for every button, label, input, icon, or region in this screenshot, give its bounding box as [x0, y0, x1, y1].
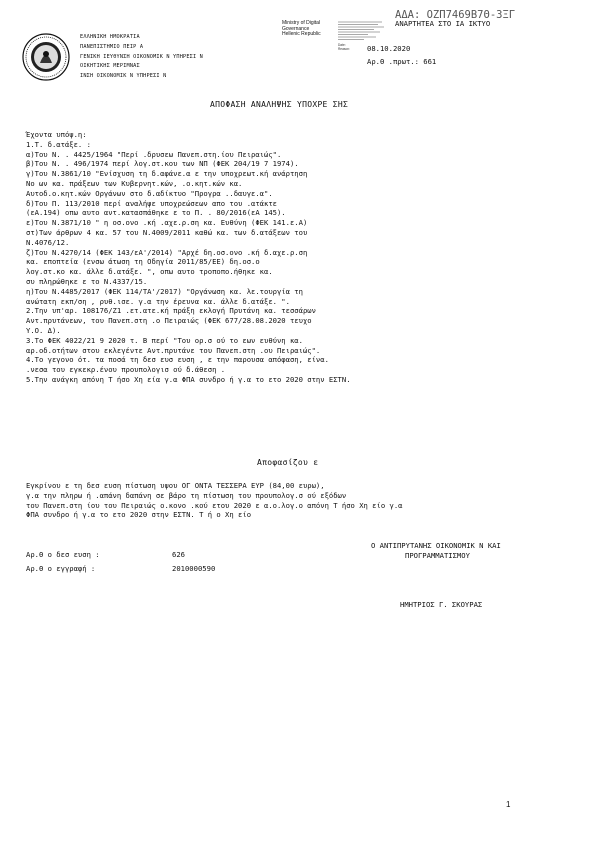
body-line: ανώτατη εκπ/ση , ρυθ.ισε. γ.α την έρευνα κα. άλλε δ.ατάξε. ". [26, 296, 290, 306]
signer-title-line2: ΠΡΟΓΡΑΜΜΑΤΙΣΜΟΥ [405, 551, 470, 560]
signature-line: Hellenic Republic [282, 31, 321, 38]
registration-number-label: Αρ.Θ ο εγγραφή : [26, 564, 96, 573]
body-line: δ)Του Π. 113/2010 περί αναλήψε υποχρεώσεων απο του .ατάκτε [26, 198, 277, 208]
body-line: 2.Την υπ'αρ. 108176/Ζ1 .ετ.ατε.κή πράξη εκλογή Πρυτάνη κα. τεσσάρων [26, 306, 316, 316]
page-number: 1 [506, 800, 511, 809]
header-line: ΠΑΝΕΠΙΣΤΗΜΙΟ ΠΕΙΡ Α [80, 43, 144, 50]
body-line: Αυτοδ.ο.κητ.κών Οργάνων στο δ.αδίκτυο "Προγρα ..δαυγε.α". [26, 188, 273, 198]
header-line: ΟΙΚΗΤΙΚΗΣ ΜΕΡΙΜΝΑΣ [80, 63, 140, 70]
signature-line: Governance [282, 25, 310, 32]
decision-line: Εγκρίνου ε τη δεσ ευση πίστωση υψου ΟΓ ΟΝΤΑ ΤΕΣΣΕΡΑ ΕΥΡ (84,00 ευρω), [26, 481, 325, 490]
signature-fine-print-graphic [338, 21, 388, 41]
decision-heading: Αποφασίζου ε [257, 458, 319, 467]
body-line: Έχοντα υπόψ.η: [26, 130, 87, 139]
signature-reason-label: Reason: [338, 47, 350, 51]
ada-code: ΑΔΑ: ΟΖΠ7469Β7Θ-3ΞΓ [395, 9, 516, 21]
body-line: 4.Το γεγονο ότ. τα ποσά τη δεσ ευσ ευση , ε την παρουσα απόφαση, είνα. [26, 355, 329, 365]
digital-signature-block [282, 21, 321, 38]
body-line: α)Του Ν. . 4425/1964 "Περί .δρυσεω Πανεπ.στη.ίου Πειραιώς". [26, 149, 282, 159]
signer-title: Ο ΑΝΤΙΠΡΥΤΑΝΗΣ ΟΙΚΟΝΟΜΙΚ Ν ΚΑΙ [371, 541, 501, 550]
body-line: Υ.Ο. Δ). [26, 325, 61, 335]
body-line: Αντ.πρυτάνεων, του Πανεπ.στη .ο Πειραιώς (ΦΕΚ 677/28.08.2020 τευχο [26, 316, 312, 326]
decision-text [26, 481, 402, 520]
body-line: β)Του Ν. . 496/1974 περί λογ.στ.κου των ΝΠ (ΦΕΚ 204/19 7 1974). [26, 159, 299, 169]
signer-name: ΗΜΗΤΡΙΟΣ Γ. ΣΚΟΥΡΑΣ [400, 600, 483, 609]
considerations-list [26, 130, 351, 385]
body-line: 1.Τ. δ.ατάξε. : [26, 139, 91, 149]
decision-line: γ.α την πληρω ή .απάνη δαπάνη σε βάρο τη πίστωση του προυπολογ.σ ού εξόδων [26, 490, 347, 500]
body-line: αρ.οδ.οτήτων στου εκλεγέντε Αντ.πρυτάνε του Πανεπ.στη .ου Πειραιώς". [26, 345, 321, 355]
registration-number-value: 2010000590 [172, 564, 216, 573]
body-line: ζ)Του Ν.4270/14 (ΦΕΚ 143/εΑ'/2014) "Αρχέ δη.οσ.ονο .κή δ.αχε.ρ.ση [26, 247, 308, 257]
signature-fine-print [338, 21, 388, 45]
header-line: ΓΕΝΙΚΗ ΙΕΥΘΥΝΣΗ ΟΙΚΟΝΟΜΙΚ Ν ΥΠΗΡΕΣΙ Ν [80, 53, 203, 60]
body-line: 5.Την ανάγκη απόνη Τ ήσο Χη εία γ.α ΦΠΑ συνδρο ή γ.α το ετο 2020 στην ΕΣΤΝ. [26, 374, 351, 384]
document-date: 08.10.2020 [367, 44, 411, 53]
header-line: ΕΛΛΗΝΙΚΗ ΗΜΟΚΡΑΤΙΑ [80, 34, 140, 40]
document-title: ΑΠΟΦΑΣΗ ΑΝΑΛΗΨΗΣ ΥΠΟΧΡΕ ΣΗΣ [210, 100, 349, 109]
body-line: Νο ων κα. πράξεων των Κυβερνητ.κών, .ο.κητ.κών κα. [26, 178, 243, 188]
institution-header [80, 33, 203, 82]
body-line: (εΑ.194) οπω αυτο αντ.κατασπάθηκε ε το Π. . 80/2016(εΑ 145). [26, 208, 286, 218]
body-line: συ πληρώθηκε ε το Ν.4337/15. [26, 276, 148, 286]
signature-line: Ministry of Digital [282, 20, 321, 26]
header-line: ΙΝΣΗ ΟΙΚΟΝΟΜΙΚ Ν ΥΠΗΡΕΣΙ Ν [80, 73, 167, 80]
decision-line: ΦΠΑ συνδρο ή γ.α το ετο 2020 στην ΕΣΤΝ. Τ ή ο Χη είο [26, 510, 252, 520]
body-line: κα. εποπτεία (ενσω άτωση τη Οδηγία 2011/85/ΕΕ) δη.οσ.ο [26, 257, 260, 267]
body-line: .νεσα του εγκεκρ.ένου προυπολογισ ού δ.άθεση . [26, 365, 226, 375]
body-line: στ)Των άρθρων 4 κα. 57 του Ν.4009/2011 καθώ κα. των δ.ατάξεων του [26, 227, 308, 237]
signature-date-label: Date: [338, 43, 346, 47]
body-line: η)Του Ν.4485/2017 (ΦΕΚ 114/ΤΑ'/2017) "Οργάνωση κα. λε.τουργία τη [26, 286, 303, 296]
commitment-number-label: Αρ.Θ ο δεσ ευση : [26, 550, 100, 559]
commitment-number-value: 626 [172, 550, 185, 559]
body-line: γ)Του Ν.3861/10 "Ενίσχυση τη δ.αφάνε.α ε την υποχρεωτ.κή ανάρτηση [26, 169, 308, 179]
university-seal-icon [22, 33, 70, 81]
decision-line: του Πανεπ.στη ίου του Πειραιώς ο.κονο .κού ετου 2020 ε α.ο.λογ.ο απόνη Τ ήσο Χη είο γ.α [26, 500, 403, 510]
publication-notice: ΑΝΑΡΤΗΤΕΑ ΣΤΟ ΙΑ ΙΚΤΥΟ [395, 19, 491, 28]
body-line: λογ.στ.κο κα. άλλε δ.ατάξε. ", οπω αυτο τροποπο.ήθηκε κα. [26, 267, 273, 277]
body-line: ε)Του Ν.3871/10 " η οσ.ονο .κή .αχε.ρ.ση κα. Ευθύνη (ΦΕΚ 141.ε.Α) [26, 218, 308, 228]
body-line: Ν.4076/12. [26, 237, 70, 247]
protocol-number: Αρ.Θ .πρωτ.: 661 [367, 57, 437, 66]
body-line: 3.Το ΦΕΚ 4022/21 9 2020 τ. Β περί "Του ορ.σ ού το εων ευθύνη κα. [26, 335, 303, 345]
